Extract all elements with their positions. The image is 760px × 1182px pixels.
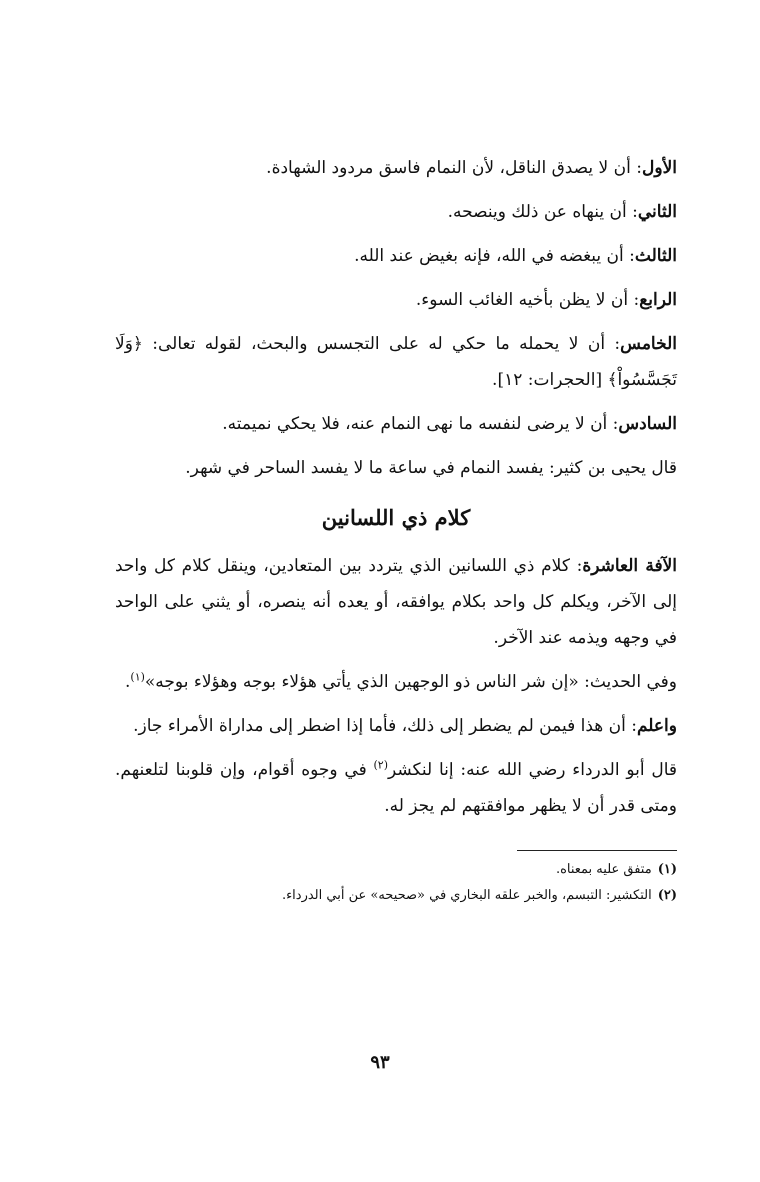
point-label: الثالث <box>634 246 677 266</box>
footnote-ref[interactable]: (١) <box>130 670 145 684</box>
page-body <box>115 150 677 909</box>
footnote-text: التكشير: التبسم، والخبر علقه البخاري في «صحيحه» عن أبي الدرداء. <box>281 888 652 903</box>
paragraph-label: الآفة العاشرة <box>582 556 677 576</box>
footnote-divider <box>517 850 677 851</box>
footnote-ref[interactable]: (٢) <box>373 758 388 772</box>
abu-darda-text-1: قال أبو الدرداء رضي الله عنه: إنا لنكشر <box>387 760 677 780</box>
point-label: الرابع <box>639 290 677 310</box>
point-third: الثالث: أن يبغضه في الله، فإنه بغيض عند الله. <box>354 246 677 266</box>
hadith-text: وفي الحديث: «إن شر الناس ذو الوجهين الذي يأتي هؤلاء بوجه وهؤلاء بوجه» <box>144 672 677 692</box>
point-first: الأول: أن لا يصدق الناقل، لأن النمام فاسق مردود الشهادة. <box>266 158 677 178</box>
point-sixth: السادس: أن لا يرضى لنفسه ما نهى النمام عنه، فلا يحكي نميمته. <box>222 414 677 434</box>
point-label: الخامس <box>620 334 677 354</box>
footnote-2 <box>115 883 677 909</box>
paragraph-hadith: وفي الحديث: «إن شر الناس ذو الوجهين الذي يأتي هؤلاء بوجه وهؤلاء بوجه»$^{(١)}$. <box>124 670 677 692</box>
point-text: أن ينهاه عن ذلك وينصحه. <box>447 202 627 222</box>
point-second: الثاني: أن ينهاه عن ذلك وينصحه. <box>447 202 677 222</box>
section-heading: كلام ذي اللسانين <box>321 505 471 530</box>
footnote-number: (٢) <box>657 888 677 903</box>
point-text: أن يبغضه في الله، فإنه بغيض عند الله. <box>354 246 624 266</box>
quote-yahya: قال يحيى بن كثير: يفسد النمام في ساعة ما لا يفسد الساحر في شهر. <box>185 458 677 478</box>
point-text: أن لا يحمله ما حكي له على التجسس والبحث، لقوله تعالى: ﴿وَلَا تَجَسَّسُواْ﴾ [الحجرات: ١٢]. <box>115 334 677 390</box>
point-text: أن لا يظن بأخيه الغائب السوء. <box>415 290 629 310</box>
point-label: الأول <box>642 158 677 178</box>
page-number: ٩٣ <box>370 1052 390 1073</box>
paragraph-text: أن هذا فيمن لم يضطر إلى ذلك، فأما إذا اضطر إلى مداراة الأمراء جاز. <box>133 716 626 736</box>
point-text: أن لا يصدق الناقل، لأن النمام فاسق مردود الشهادة. <box>266 158 631 178</box>
paragraph-label: واعلم <box>636 716 677 736</box>
point-fifth: الخامس: أن لا يحمله ما حكي له على التجسس والبحث، لقوله تعالى: ﴿وَلَا تَجَسَّسُواْ﴾ [الحجرات: ١٢]. <box>115 334 677 390</box>
paragraph-text: كلام ذي اللسانين الذي يتردد بين المتعادين، وينقل كلام كل واحد إلى الآخر، ويكلم كل واحد بكلام يوافقه، أو يعده أنه ينصره، أو يثني على الواحد في وجهه ويذمه عند الآخر. <box>115 556 677 648</box>
footnote-number: (١) <box>657 862 677 877</box>
point-label: الثاني <box>637 202 677 222</box>
paragraph-afa: الآفة العاشرة: كلام ذي اللسانين الذي يتردد بين المتعادين، وينقل كلام كل واحد إلى الآخر، ويكلم كل واحد بكلام يوافقه، أو يعده أنه ينصره، أو يثني على الواحد في وجهه ويذمه عند الآخر. <box>115 556 677 648</box>
paragraph-abu-darda <box>115 752 677 824</box>
paragraph-waalam: واعلم: أن هذا فيمن لم يضطر إلى ذلك، فأما إذا اضطر إلى مداراة الأمراء جاز. <box>133 716 677 736</box>
footnote-text: متفق عليه بمعناه. <box>555 862 652 877</box>
abu-darda-text-2: في وجوه أقوام، وإن قلوبنا لتلعنهم. ومتى قدر أن لا يظهر موافقتهم لم يجز له. <box>115 760 677 816</box>
point-text: أن لا يرضى لنفسه ما نهى النمام عنه، فلا يحكي نميمته. <box>222 414 608 434</box>
point-fourth: الرابع: أن لا يظن بأخيه الغائب السوء. <box>415 290 677 310</box>
point-label: السادس <box>618 414 677 434</box>
footnote-1 <box>115 857 677 883</box>
